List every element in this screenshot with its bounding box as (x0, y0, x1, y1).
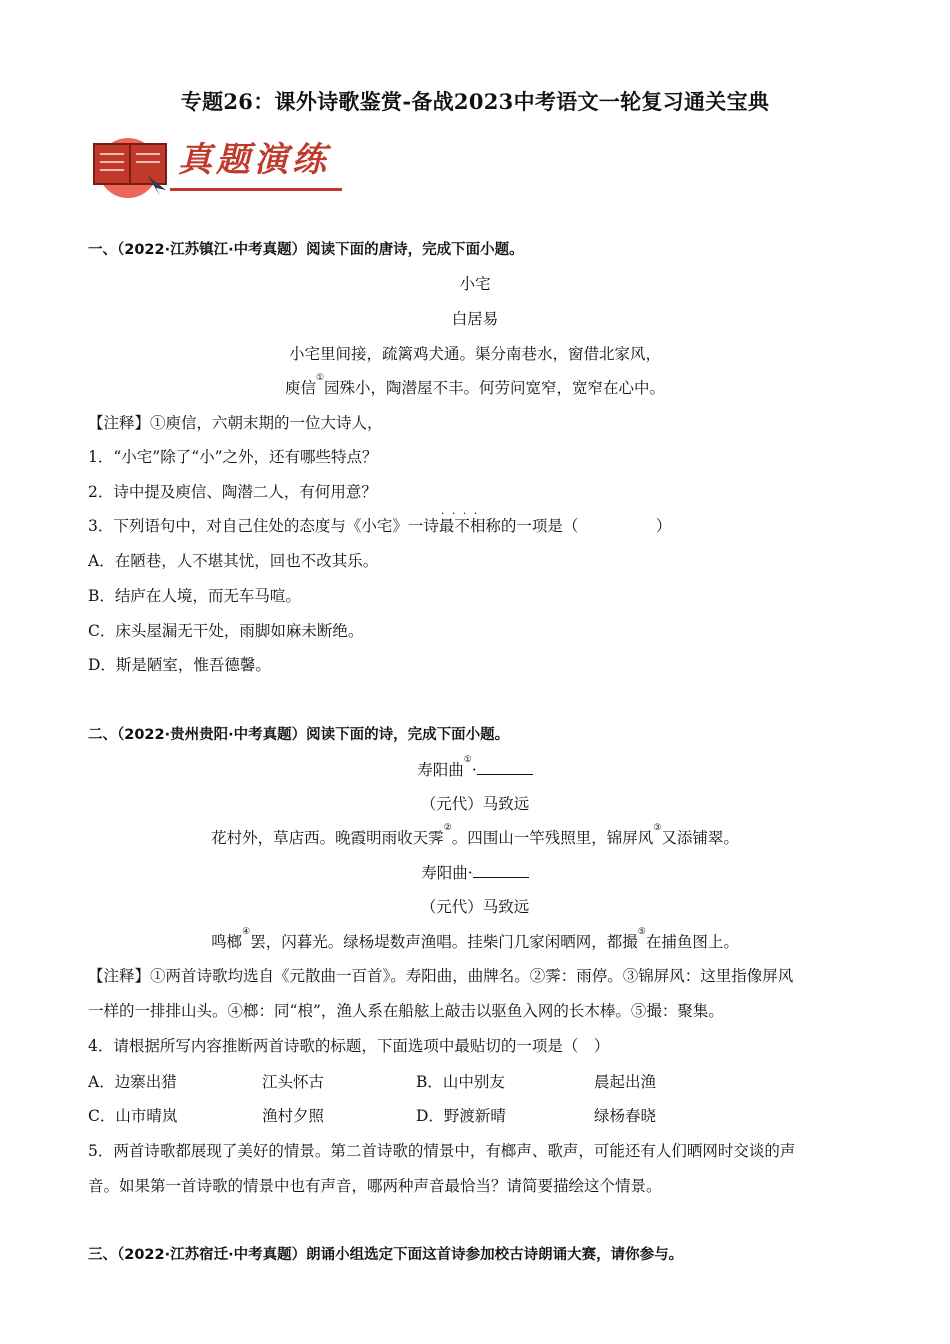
question-3 (88, 514, 671, 536)
footnote-marker: ③ (653, 823, 662, 833)
banner-underline (170, 188, 342, 191)
option-d: D．斯是陋室，惟吾德馨。 (88, 656, 271, 674)
section-heading-1: 一、（2022·江苏镇江·中考真题）阅读下面的唐诗，完成下面小题。 (88, 242, 524, 258)
poem-2-title (0, 755, 950, 780)
option-d-1: D．野渡新晴 (416, 1107, 506, 1125)
poem-2-text (0, 823, 950, 848)
footnote-marker: ⑤ (637, 927, 646, 937)
footnote-marker: ① (315, 373, 325, 383)
poem-line-2 (0, 373, 950, 398)
poem-2-author: （元代）马致远 (420, 795, 530, 813)
poem-2-text-a: 花村外，草店西。晚霞明雨收天霁 (211, 829, 444, 847)
option-b-1: B．山中别友 (416, 1073, 505, 1091)
book-icon (86, 126, 170, 198)
question-5-line-1: 5．两首诗歌都展现了美好的情景。第二首诗歌的情景中，有榔声、歌声，可能还有人们晒网时交谈的声 (88, 1142, 796, 1160)
poem-2-text-c: 又添铺翠。 (661, 829, 739, 847)
annotation-2-line-2: 一样的一排排山头。④榔：同“桹”，渔人系在船舷上敲击以驱鱼入网的长木棒。⑤撮：聚集。 (88, 1002, 724, 1020)
poem-3-text-a: 鸣榔 (211, 933, 243, 951)
option-c-2: 渔村夕照 (262, 1107, 325, 1125)
poem-2-text-b: 。四围山一竿残照里，锦屏风 (451, 829, 654, 847)
question-4: 4．请根据所写内容推断两首诗歌的标题，下面选项中最贴切的一项是（ ） (88, 1037, 610, 1055)
poem-2-title-text: 寿阳曲 (417, 761, 464, 779)
banner-label: 真题演练 (178, 140, 330, 180)
page-title: 专题26：课外诗歌鉴赏-备战2023中考语文一轮复习通关宝典 (180, 89, 770, 114)
footnote-marker: ② (443, 823, 452, 833)
title-blank (473, 863, 529, 878)
question-1: 1．“小宅”除了“小”之外，还有哪些特点？ (88, 448, 378, 466)
poem-author: 白居易 (451, 310, 499, 328)
poem-line-2-a: 庾信 (284, 379, 316, 397)
option-b-2: 晨起出渔 (594, 1073, 657, 1091)
option-a-2: 江头怀古 (262, 1073, 325, 1091)
section-heading-2: 二、（2022·贵州贵阳·中考真题）阅读下面的诗，完成下面小题。 (88, 727, 510, 743)
poem-line-2-b: 园殊小，陶潜屋不丰。何劳问宽窄，宽窄在心中。 (324, 379, 666, 397)
question-3-a: 3．下列语句中，对自己住处的态度与《小宅》一诗 (88, 517, 439, 535)
option-a-1: A．边寨出猎 (88, 1073, 177, 1091)
section-banner (86, 126, 346, 198)
title-blank (477, 760, 533, 775)
poem-3-text-c: 在捕鱼图上。 (645, 933, 739, 951)
poem-3-title (0, 861, 950, 883)
option-c-1: C．山市晴岚 (88, 1107, 178, 1125)
emphasis-dots: 最不相称 · · · · (439, 517, 501, 535)
option-b: B．结庐在人境，而无车马喧。 (88, 587, 301, 605)
annotation: 【注释】①庾信，六朝末期的一位大诗人， (88, 414, 383, 432)
poem-title: 小宅 (459, 275, 491, 293)
option-c: C．床头屋漏无干处，雨脚如麻未断绝。 (88, 622, 364, 640)
title-dot: · (471, 761, 477, 779)
section-heading-3: 三、（2022·江苏宿迁·中考真题）朗诵小组选定下面这首诗参加校古诗朗诵大赛，请你参与。 (88, 1247, 684, 1263)
poem-3-title-text: 寿阳曲· (421, 864, 473, 882)
option-d-2: 绿杨春晓 (594, 1107, 657, 1125)
option-a: A．在陋巷，人不堪其忧，回也不改其乐。 (88, 552, 379, 570)
question-2: 2．诗中提及庾信、陶潜二人，有何用意？ (88, 483, 377, 501)
poem-line-1: 小宅里间接，疏篱鸡犬通。渠分南巷水，窗借北家风， (288, 345, 661, 363)
poem-3-author: （元代）马致远 (420, 898, 530, 916)
footnote-marker: ① (463, 755, 472, 765)
footnote-marker: ④ (242, 927, 251, 937)
question-5-line-2: 音。如果第一首诗歌的情景中也有声音，哪两种声音最恰当？请简要描绘这个情景。 (88, 1177, 662, 1195)
poem-3-text-b: 罢，闪暮光。绿杨堤数声渔唱。挂柴门几家闲晒网，都撮 (250, 933, 638, 951)
poem-3-text (0, 927, 950, 952)
question-3-c: 的一项是（ ） (500, 517, 672, 535)
annotation-2-line-1: 【注释】①两首诗歌均选自《元散曲一百首》。寿阳曲，曲牌名。②霁：雨停。③锦屏风：这里指像屏风 (88, 967, 794, 985)
